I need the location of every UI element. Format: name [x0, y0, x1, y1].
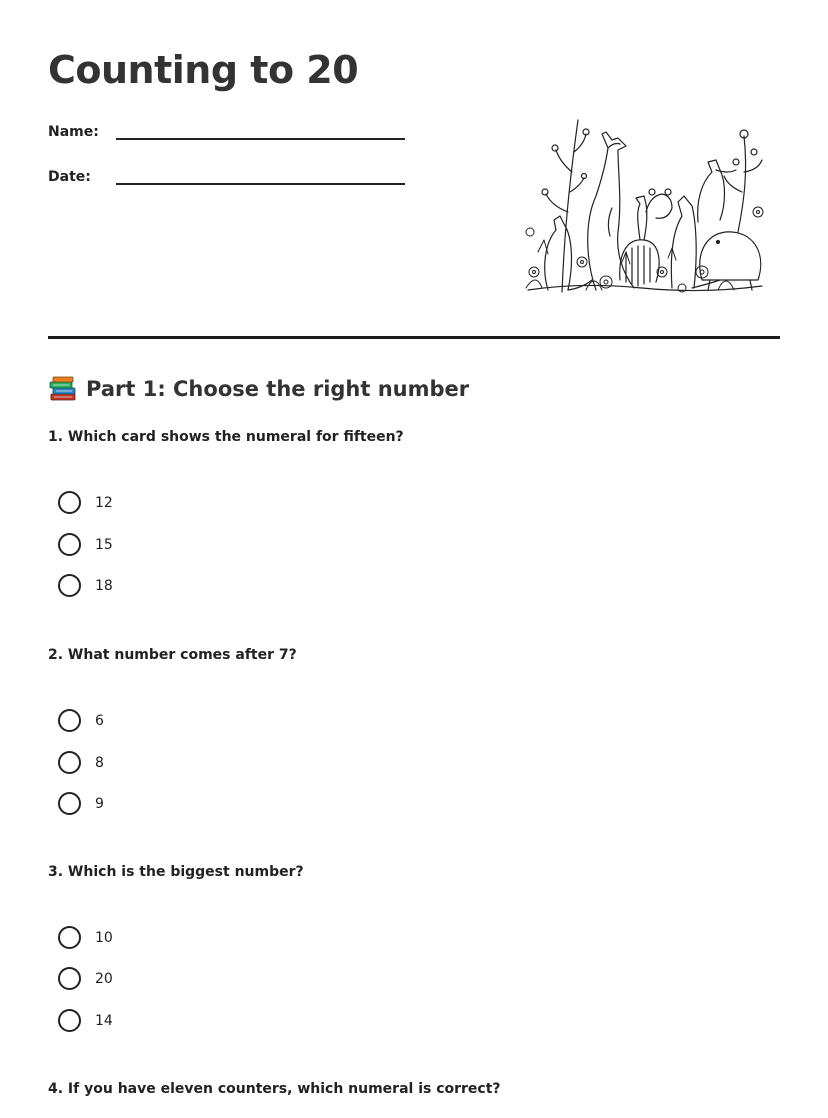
question-1-option-3[interactable]	[58, 574, 113, 597]
radio-button[interactable]	[58, 491, 81, 514]
radio-button[interactable]	[58, 926, 81, 949]
page-title: Counting to 20	[48, 48, 359, 92]
section-header	[48, 375, 469, 403]
question-1-option-1[interactable]	[58, 491, 113, 514]
option-label: 12	[95, 494, 113, 511]
option-label: 14	[95, 1012, 113, 1029]
name-line[interactable]	[116, 120, 405, 140]
question-3-option-3[interactable]	[58, 1009, 113, 1032]
header-divider	[48, 336, 780, 339]
radio-button[interactable]	[58, 574, 81, 597]
radio-button[interactable]	[58, 792, 81, 815]
option-label: 20	[95, 970, 113, 987]
option-label: 6	[95, 712, 104, 729]
name-field[interactable]	[48, 120, 405, 140]
radio-button[interactable]	[58, 1009, 81, 1032]
question-2-option-2[interactable]	[58, 751, 104, 774]
question-3: 3. Which is the biggest number?	[48, 864, 304, 880]
books-icon	[48, 375, 78, 403]
question-2: 2. What number comes after 7?	[48, 647, 297, 663]
question-2-option-1[interactable]	[58, 709, 104, 732]
radio-button[interactable]	[58, 751, 81, 774]
date-line[interactable]	[116, 165, 405, 185]
section-title: Part 1: Choose the right number	[86, 377, 470, 401]
name-label: Name:	[48, 124, 99, 140]
option-label: 18	[95, 577, 113, 594]
option-label: 15	[95, 536, 113, 553]
date-label: Date:	[48, 169, 91, 185]
radio-button[interactable]	[58, 709, 81, 732]
date-field[interactable]	[48, 165, 405, 185]
question-3-option-1[interactable]	[58, 926, 113, 949]
question-1-option-2[interactable]	[58, 533, 113, 556]
question-4: 4. If you have eleven counters, which numeral is correct?	[48, 1081, 501, 1097]
option-label: 9	[95, 795, 104, 812]
option-label: 10	[95, 929, 113, 946]
radio-button[interactable]	[58, 967, 81, 990]
question-2-option-3[interactable]	[58, 792, 104, 815]
radio-button[interactable]	[58, 533, 81, 556]
animals-illustration	[522, 112, 768, 302]
question-1: 1. Which card shows the numeral for fifteen?	[48, 429, 404, 445]
question-3-option-2[interactable]	[58, 967, 113, 990]
option-label: 8	[95, 754, 104, 771]
